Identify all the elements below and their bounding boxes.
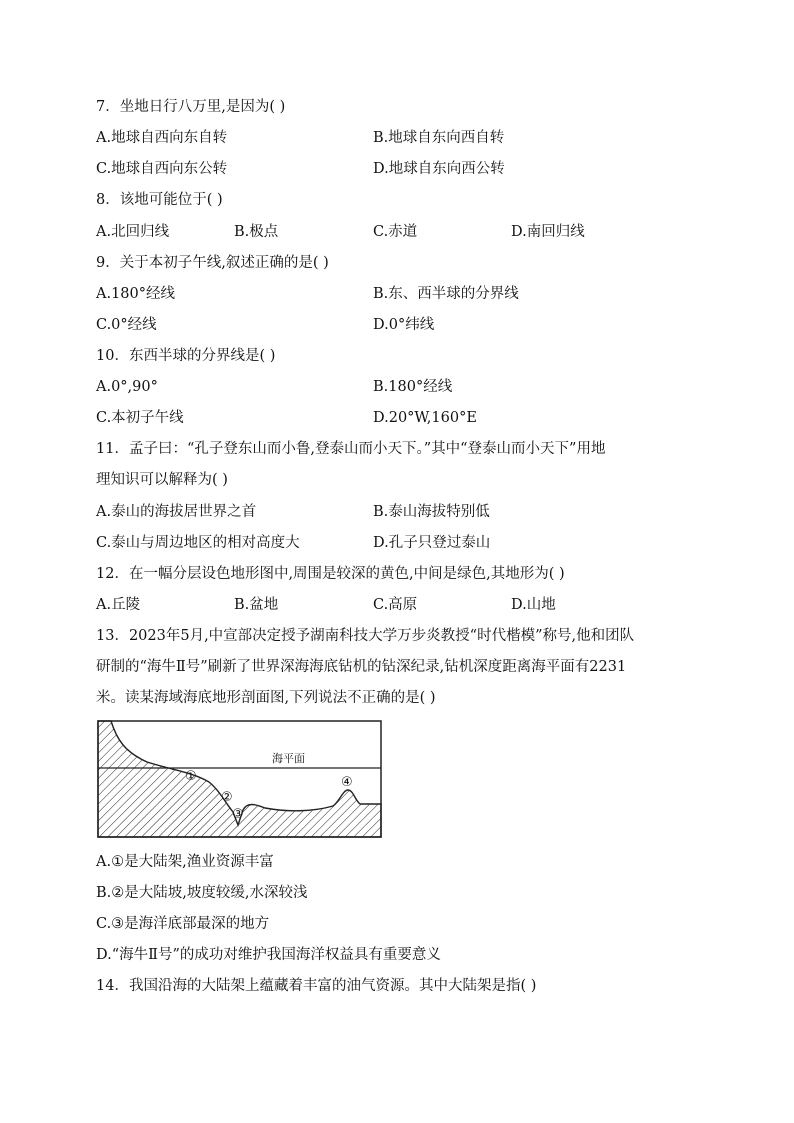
- q9-option-d[interactable]: D.0°纬线: [373, 317, 435, 333]
- q9-option-b[interactable]: B.东、西半球的分界线: [373, 286, 519, 302]
- seafloor-profile-diagram: [97, 720, 383, 840]
- q8-option-d[interactable]: D.南回归线: [511, 224, 585, 240]
- q11-option-b[interactable]: B.泰山海拔特别低: [373, 504, 490, 520]
- question-10-stem: 10．东西半球的分界线是( ): [96, 348, 276, 364]
- q8-option-c[interactable]: C.赤道: [373, 224, 418, 240]
- marker-1: ①: [185, 769, 197, 784]
- question-9-stem: 9．关于本初子午线,叙述正确的是( ): [96, 255, 329, 271]
- marker-3: ③: [232, 807, 244, 822]
- question-13-stem-line-3: 米。读某海域海底地形剖面图,下列说法不正确的是( ): [96, 690, 436, 706]
- q11-option-a[interactable]: A.泰山的海拔居世界之首: [96, 504, 257, 520]
- q7-option-a[interactable]: A.地球自西向东自转: [96, 130, 228, 146]
- question-12-stem: 12．在一幅分层设色地形图中,周围是较深的黄色,中间是绿色,其地形为( ): [96, 566, 565, 582]
- q12-option-c[interactable]: C.高原: [373, 597, 418, 613]
- question-13-stem-line-1: 13．2023年5月,中宣部决定授予湖南科技大学万步炎教授“时代楷模”称号,他和团队: [96, 628, 635, 644]
- question-8-stem: 8．该地可能位于( ): [96, 192, 223, 208]
- q13-option-a[interactable]: A.①是大陆架,渔业资源丰富: [96, 854, 274, 870]
- q13-option-d[interactable]: D.“海牛Ⅱ号”的成功对维护我国海洋权益具有重要意义: [96, 947, 441, 963]
- sea-level-label: 海平面: [272, 752, 305, 765]
- question-11-stem-line-2: 理知识可以解释为( ): [96, 472, 228, 488]
- q13-option-c[interactable]: C.③是海洋底部最深的地方: [96, 916, 270, 932]
- q8-option-a[interactable]: A.北回归线: [96, 224, 170, 240]
- question-14-stem: 14．我国沿海的大陆架上蕴藏着丰富的油气资源。其中大陆架是指( ): [96, 978, 537, 994]
- q11-option-c[interactable]: C.泰山与周边地区的相对高度大: [96, 535, 300, 551]
- q8-option-b[interactable]: B.极点: [234, 224, 279, 240]
- q12-option-b[interactable]: B.盆地: [234, 597, 279, 613]
- question-11-stem-line-1: 11．孟子曰：“孔子登东山而小鲁,登泰山而小天下。”其中“登泰山而小天下”用地: [96, 441, 606, 457]
- question-13-stem-line-2: 研制的“海牛Ⅱ号”刷新了世界深海海底钻机的钻深纪录,钻机深度距离海平面有2231: [96, 659, 627, 675]
- q10-option-c[interactable]: C.本初子午线: [96, 410, 184, 426]
- q7-option-b[interactable]: B.地球自东向西自转: [373, 130, 505, 146]
- q7-option-d[interactable]: D.地球自东向西公转: [373, 161, 505, 177]
- q10-option-d[interactable]: D.20°W,160°E: [373, 410, 477, 426]
- q12-option-d[interactable]: D.山地: [511, 597, 556, 613]
- q11-option-d[interactable]: D.孔子只登过泰山: [373, 535, 491, 551]
- question-7-stem: 7．坐地日行八万里,是因为( ): [96, 99, 286, 115]
- marker-2: ②: [221, 790, 233, 805]
- q12-option-a[interactable]: A.丘陵: [96, 597, 141, 613]
- q13-option-b[interactable]: B.②是大陆坡,坡度较缓,水深较浅: [96, 885, 308, 901]
- q10-option-a[interactable]: A.0°,90°: [96, 379, 158, 395]
- q10-option-b[interactable]: B.180°经线: [373, 379, 453, 395]
- q7-option-c[interactable]: C.地球自西向东公转: [96, 161, 228, 177]
- q9-option-c[interactable]: C.0°经线: [96, 317, 157, 333]
- q9-option-a[interactable]: A.180°经线: [96, 286, 176, 302]
- marker-4: ④: [341, 775, 353, 790]
